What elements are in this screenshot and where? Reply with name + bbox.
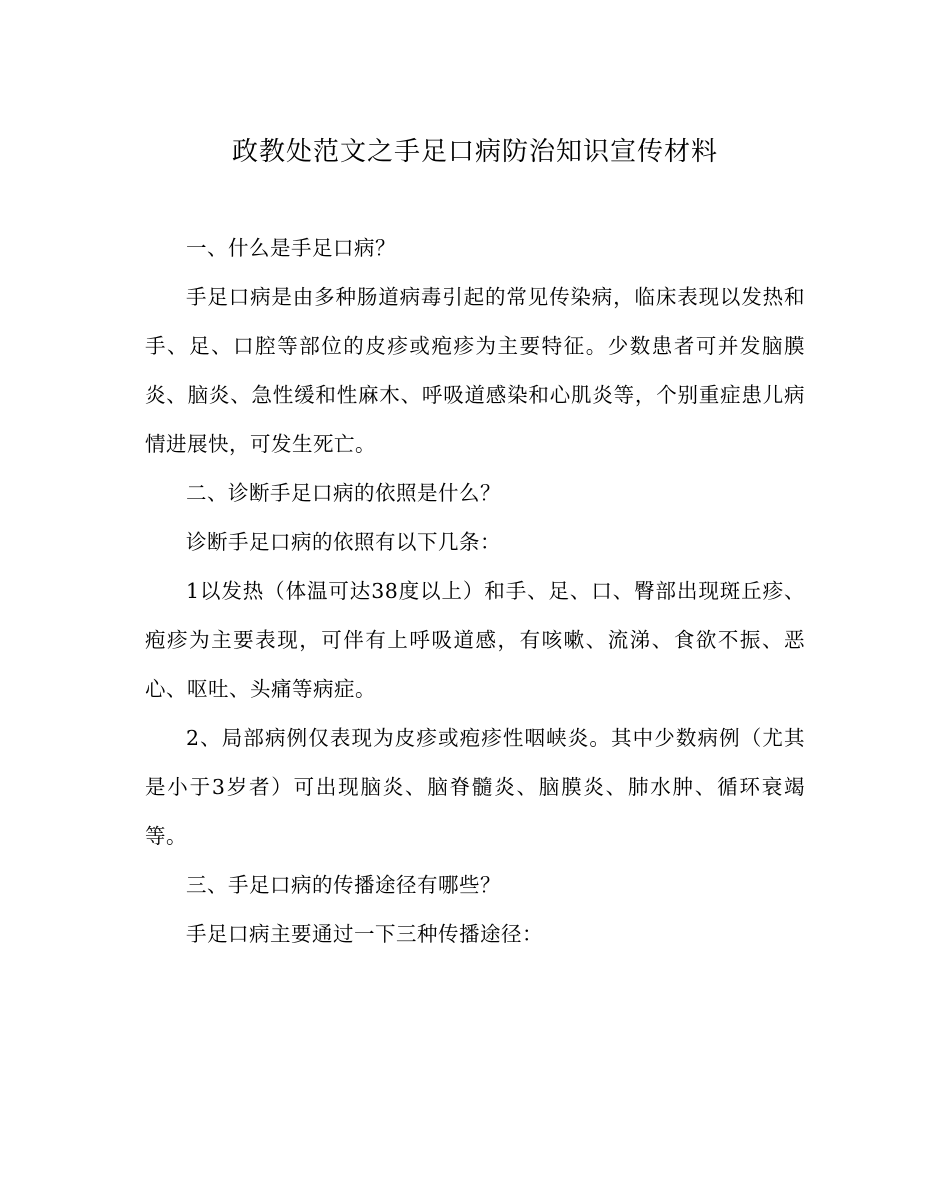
document-body [145,224,805,959]
paragraph-definition: 手足口病是由多种肠道病毒引起的常见传染病，临床表现以发热和手、足、口腔等部位的皮疹或疱疹为主要特征。少数患者可并发脑膜炎、脑炎、急性缓和性麻木、呼吸道感染和心肌炎等，个别重症患儿病情进展快，可发生死亡。 [145,285,805,456]
section-heading-what-is: 一、什么是手足口病？ [186,236,396,260]
paragraph-diagnosis-item-2: 2、局部病例仅表现为皮疹或疱疹性咽峡炎。其中少数病例（尤其是小于3岁者）可出现脑炎、脑脊髓炎、脑膜炎、肺水肿、循环衰竭等。 [145,726,805,848]
section-heading-diagnosis: 二、诊断手足口病的依照是什么？ [186,481,501,505]
paragraph-transmission-intro: 手足口病主要通过一下三种传播途径： [186,922,543,946]
paragraph-diagnosis-intro: 诊断手足口病的依照有以下几条： [186,530,501,554]
document-title: 政教处范文之手足口病防治知识宣传材料 [231,137,718,167]
paragraph-diagnosis-item-1: 1以发热（体温可达38度以上）和手、足、口、臀部出现斑丘疹、疱疹为主要表现，可伴有上呼吸道感，有咳嗽、流涕、食欲不振、恶心、呕吐、头痛等病症。 [145,579,805,701]
section-heading-transmission: 三、手足口病的传播途径有哪些？ [186,873,501,897]
